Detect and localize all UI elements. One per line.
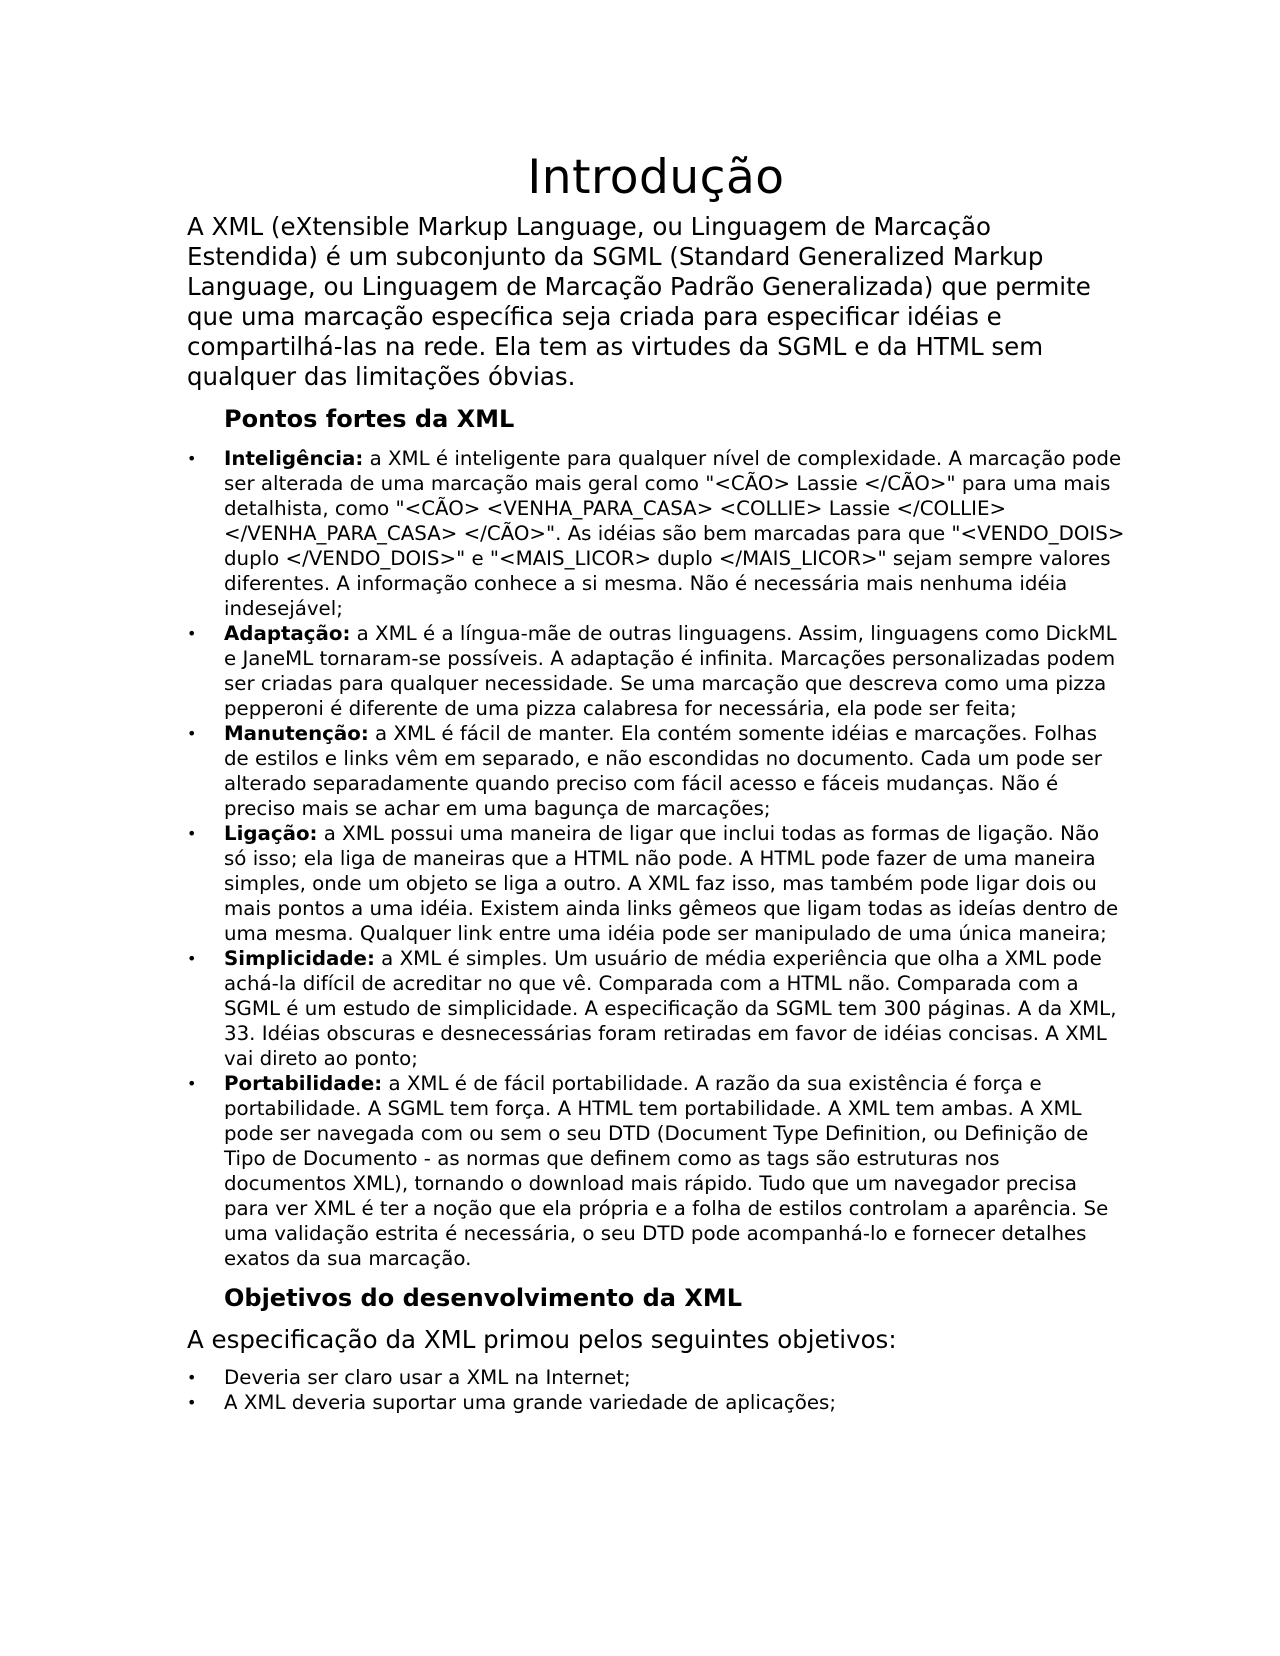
strength-text: a XML possui uma maneira de ligar que inclui todas as formas de ligação. Não só isso; ela liga de maneiras que a HTML não pode. A HTML pode fazer de uma maneira simples, onde um objeto se liga a outro. A XML faz isso, mas também pode ligar dois ou mais pontos a uma idéia. Existem ainda links gêmeos que ligam todas as ideías dentro de uma mesma. Qualquer link entre uma idéia pode ser manipulado de uma única maneira; xyxy=(224,822,1119,945)
bullet-icon: • xyxy=(187,449,197,468)
bullet-icon: • xyxy=(187,949,197,968)
strength-text: a XML é fácil de manter. Ela contém somente idéias e marcações. Folhas de estilos e links vêm em separado, e não escondidas no documento. Cada um pode ser alterado separadamente quando preciso com fácil acesso e fáceis mudanças. Não é preciso mais se achar em uma bagunça de marcações; xyxy=(224,722,1102,820)
strength-term: Simplicidade: xyxy=(224,947,375,970)
bullet-icon: • xyxy=(187,624,197,643)
strength-term: Ligação: xyxy=(224,822,318,845)
strength-text: a XML é inteligente para qualquer nível de complexidade. A marcação pode ser alterada de uma marcação mais geral como "<CÃO> Lassie </CÃO>" para uma mais detalhista, como "<CÃO> <VENHA_PARA_CASA> <COLLIE> Lassie </COLLIE> </VENHA_PARA_CASA> </CÃO>". As idéias são bem marcadas para que "<VENDO_DOIS> duplo </VENDO_DOIS>" e "<MAIS_LICOR> duplo </MAIS_LICOR>" sejam sempre valores diferentes. A informação conhece a si mesma. Não é necessária mais nenhuma idéia indesejável; xyxy=(224,447,1125,620)
list-item xyxy=(187,721,1125,821)
goals-list xyxy=(187,1365,1125,1415)
page-title: Introdução xyxy=(527,150,785,205)
list-item xyxy=(187,1071,1125,1271)
bullet-icon: • xyxy=(187,724,197,743)
bullet-icon: • xyxy=(187,1074,197,1093)
list-item xyxy=(187,821,1125,946)
strength-term: Manutenção: xyxy=(224,722,369,745)
strength-text: a XML é a língua-mãe de outras linguagens. Assim, linguagens como DickML e JaneML tornaram-se possíveis. A adaptação é infinita. Marcações personalizadas podem ser criadas para qualquer necessidade. Se uma marcação que descreva como uma pizza pepperoni é diferente de uma pizza calabresa for necessária, ela pode ser feita; xyxy=(224,622,1117,720)
strengths-heading: Pontos fortes da XML xyxy=(224,405,515,433)
bullet-icon: • xyxy=(187,824,197,843)
list-item xyxy=(187,446,1125,621)
strength-term: Inteligência: xyxy=(224,447,364,470)
list-item xyxy=(187,1365,1125,1390)
list-item xyxy=(187,946,1125,1071)
goals-heading: Objetivos do desenvolvimento da XML xyxy=(224,1284,743,1312)
strength-text: a XML é simples. Um usuário de média experiência que olha a XML pode achá-la difícil de acreditar no que vê. Comparada com a HTML não. Comparada com a SGML é um estudo de simplicidade. A especificação da SGML tem 300 páginas. A da XML, 33. Idéias obscuras e desnecessárias foram retiradas em favor de idéias concisas. A XML vai direto ao ponto; xyxy=(224,947,1117,1070)
document-page xyxy=(187,148,1125,1415)
bullet-icon: • xyxy=(187,1368,197,1387)
bullet-icon: • xyxy=(187,1393,197,1412)
strength-text: a XML é de fácil portabilidade. A razão da sua existência é força e portabilidade. A SGML tem força. A HTML tem portabilidade. A XML tem ambas. A XML pode ser navegada com ou sem o seu DTD (Document Type Definition, ou Definição de Tipo de Documento - as normas que definem como as tags são estruturas nos documentos XML), tornando o download mais rápido. Tudo que um navegador precisa para ver XML é ter a noção que ela própria e a folha de estilos controlam a aparência. Se uma validação estrita é necessária, o seu DTD pode acompanhá-lo e fornecer detalhes exatos da sua marcação. xyxy=(224,1072,1109,1270)
strength-term: Adaptação: xyxy=(224,622,351,645)
strengths-list xyxy=(187,446,1125,1271)
goal-text: Deveria ser claro usar a XML na Internet; xyxy=(224,1366,631,1389)
goals-intro-paragraph: A especificação da XML primou pelos seguintes objetivos: xyxy=(187,1325,897,1354)
list-item xyxy=(187,621,1125,721)
intro-paragraph: A XML (eXtensible Markup Language, ou Linguagem de Marcação Estendida) é um subconjunto da SGML (Standard Generalized Markup Language, ou Linguagem de Marcação Padrão Generalizada) que permite que uma marcação específica seja criada para especificar idéias e compartilhá-las na rede. Ela tem as virtudes da SGML e da HTML sem qualquer das limitações óbvias. xyxy=(187,212,1091,391)
goal-text: A XML deveria suportar uma grande variedade de aplicações; xyxy=(224,1391,837,1414)
list-item xyxy=(187,1390,1125,1415)
strength-term: Portabilidade: xyxy=(224,1072,383,1095)
